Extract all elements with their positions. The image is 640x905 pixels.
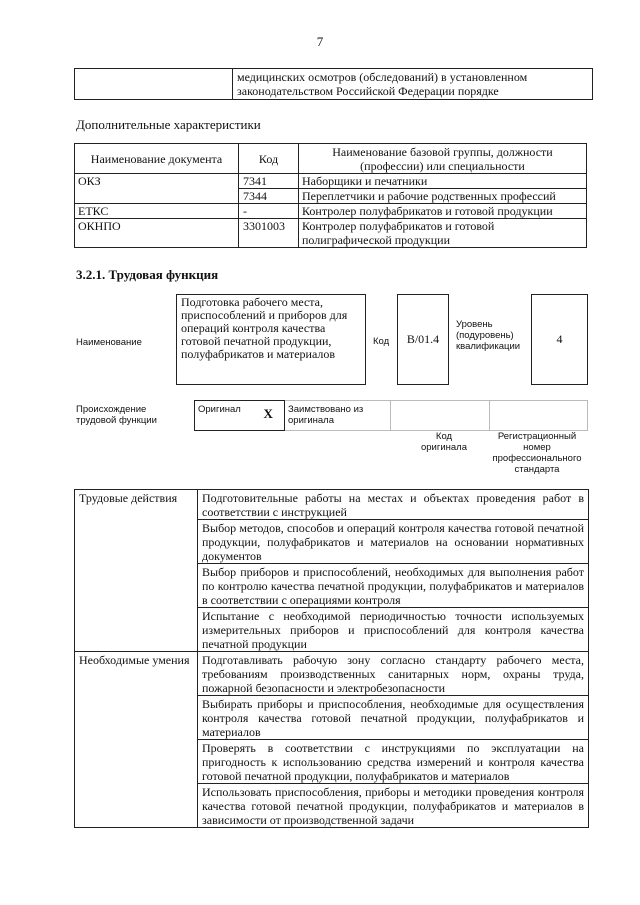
table-cell bbox=[233, 69, 593, 100]
cell-document: ЕТКС bbox=[75, 204, 239, 219]
text-line: медицинских осмотров (обследований) в установленном bbox=[237, 70, 528, 84]
origin-borrowed-cell: Заимствовано из оригинала bbox=[285, 401, 391, 431]
code-label: Код bbox=[373, 336, 390, 347]
cell-document: ОКЗ bbox=[75, 174, 239, 204]
cell-name: Наборщики и печатники bbox=[299, 174, 587, 189]
origin-reg-cell bbox=[489, 401, 588, 431]
cell-code: - bbox=[239, 204, 299, 219]
cell-code: 3301003 bbox=[239, 219, 299, 248]
column-header-code: Код bbox=[239, 144, 299, 174]
cell-name: Контролер полуфабрикатов и готовой полиграфической продукции bbox=[299, 219, 587, 248]
name-label: Наименование bbox=[76, 337, 142, 348]
table-row bbox=[75, 69, 593, 100]
item-cell: Использовать приспособления, приборы и методики проведения контроля качества готовой печатной продукции, полуфабрикатов и материалов в зависимости от производственной задачи bbox=[198, 784, 589, 828]
item-cell: Испытание с необходимой периодичностью точности используемых измерительных приборов и приспособлений для контроля качества печатной продукции bbox=[198, 608, 589, 652]
category-cell: Трудовые действия bbox=[75, 490, 198, 652]
qualification-level-box: 4 bbox=[531, 294, 588, 385]
function-code-box: В/01.4 bbox=[397, 294, 449, 385]
origin-reg-number-label: Регистрационный номер профессионального стандарта bbox=[492, 431, 582, 475]
cell-code: 7344 bbox=[239, 189, 299, 204]
table-cell-empty bbox=[75, 69, 233, 100]
origin-label: Происхождение трудовой функции bbox=[76, 404, 157, 426]
cell-code: 7341 bbox=[239, 174, 299, 189]
item-cell: Подготовительные работы на местах и объектах проведения работ в соответствии с инструкцией bbox=[198, 490, 589, 520]
table-row bbox=[195, 401, 588, 431]
origin-mark-cell: X bbox=[253, 401, 285, 431]
cell-name: Переплетчики и рабочие родственных профессий bbox=[299, 189, 587, 204]
table-row bbox=[75, 490, 589, 520]
origin-code-cell bbox=[391, 401, 490, 431]
item-cell: Выбор методов, способов и операций контроля качества готовой печатной продукции, полуфабрикатов и материалов на основании нормативных документов bbox=[198, 520, 589, 564]
cell-document: ОКНПО bbox=[75, 219, 239, 248]
table-row bbox=[75, 204, 587, 219]
table-row bbox=[75, 652, 589, 696]
characteristics-table bbox=[74, 143, 587, 248]
qualification-level-label: Уровень (подуровень) квалификации bbox=[456, 319, 521, 352]
page-number: 7 bbox=[316, 34, 324, 49]
labor-function-title: 3.2.1. Трудовая функция bbox=[76, 267, 219, 282]
table-row bbox=[75, 174, 587, 189]
item-cell: Подготавливать рабочую зону согласно стандарту рабочего места, требованиям производственных санитарных норм, охраны труда, пожарной безопасности и электробезопасности bbox=[198, 652, 589, 696]
additional-characteristics-title: Дополнительные характеристики bbox=[76, 117, 261, 132]
function-name-box: Подготовка рабочего места, приспособлений и приборов для операций контроля качества готовой печатной продукции, полуфабрикатов и материалов bbox=[176, 294, 366, 385]
origin-table bbox=[194, 400, 588, 431]
actions-skills-table bbox=[74, 489, 589, 828]
text-line: законодательством Российской Федерации порядке bbox=[237, 84, 499, 98]
continuation-table bbox=[74, 68, 593, 100]
item-cell: Проверять в соответствии с инструкциями по эксплуатации на пригодность к использованию средства измерений и контроля качества готовой печатной продукции, полуфабрикатов и материалов bbox=[198, 740, 589, 784]
item-cell: Выбирать приборы и приспособления, необходимые для осуществления контроля качества готовой печатной продукции, полуфабрикатов и материалов bbox=[198, 696, 589, 740]
table-header-row bbox=[75, 144, 587, 174]
origin-original-cell: Оригинал bbox=[195, 401, 253, 431]
table-row bbox=[75, 219, 587, 248]
item-cell: Выбор приборов и приспособлений, необходимых для выполнения работ по контролю качества печатной продукции, полуфабрикатов и материалов в соответствии с операциями контроля bbox=[198, 564, 589, 608]
column-header-document: Наименование документа bbox=[75, 144, 239, 174]
cell-name: Контролер полуфабрикатов и готовой продукции bbox=[299, 204, 587, 219]
category-cell: Необходимые умения bbox=[75, 652, 198, 828]
column-header-name: Наименование базовой группы, должности (профессии) или специальности bbox=[299, 144, 587, 174]
origin-code-label: Код оригинала bbox=[420, 431, 467, 453]
